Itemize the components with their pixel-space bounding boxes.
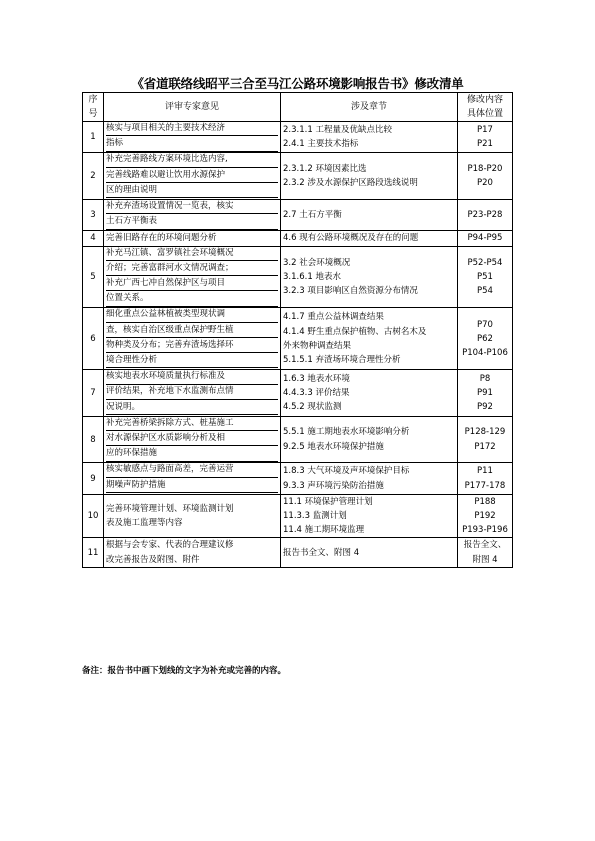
opinion-cell-line: 完善环境管理计划、环境监测计划 (106, 503, 234, 514)
section-cell-line: 外来物种调查结果 (283, 340, 352, 351)
location-cell (458, 246, 513, 308)
footnote: 备注：报告书中画下划线的文字为补充或完善的内容。 (82, 666, 287, 676)
opinion-cell-line: 位置关系。 (106, 292, 278, 306)
section-cell (281, 153, 458, 200)
section-cell-line: 2.3.1.1 工程量及优缺点比较 (283, 125, 392, 135)
section-cell-line: 2.3.1.2 环境因素比选 (283, 164, 367, 174)
location-cell-line: P188 (474, 496, 496, 507)
section-cell (281, 231, 458, 246)
opinion-cell-line: 介绍；完善富群河水文情况调查； (106, 262, 278, 276)
table-row (83, 246, 513, 308)
opinion-cell-line: 土石方平衡表 (106, 215, 278, 229)
table-row (83, 538, 513, 567)
opinion-cell (104, 416, 281, 463)
table-row (83, 308, 513, 370)
location-cell-line: 报告全文、 (463, 540, 507, 551)
location-cell-line: P18-P20 (467, 164, 503, 174)
opinion-cell (104, 246, 281, 308)
opinion-cell-line: 补充马江镇、富罗镇社会环境概况 (106, 247, 278, 261)
location-cell-line: P177-178 (464, 480, 506, 491)
location-cell-line: P172 (474, 441, 496, 452)
section-cell-line: 9.2.5 地表水环境保护措施 (283, 441, 384, 452)
row-number: 1 (83, 122, 104, 153)
opinion-cell-line: 区的理由说明 (106, 184, 278, 198)
opinion-cell-line: 核实地表水环境质量执行标准及 (106, 370, 278, 384)
opinion-cell-line: 况说明。 (106, 401, 278, 415)
row-number: 4 (83, 231, 104, 246)
section-cell-line: 4.6 现有公路环境概况及存在的问题 (283, 233, 419, 244)
row-number: 10 (83, 494, 104, 538)
opinion-cell-line: 补充广西七冲自然保护区与项目 (106, 277, 278, 291)
section-cell-line: 4.4.3.3 评价结果 (283, 387, 350, 398)
opinion-cell-line: 评价结果，补充地下水监测布点情 (106, 385, 278, 399)
section-cell-line: 2.7 土石方平衡 (283, 210, 342, 221)
opinion-cell-line: 核实敏感点与路面高差，完善运营 (106, 463, 278, 477)
section-cell-line: 1.6.3 地表水环境 (283, 373, 350, 384)
opinion-cell-line: 补充完善桥梁拆除方式、桩基施工 (106, 417, 278, 431)
section-cell-line: 2.4.1 主要技术指标 (283, 139, 359, 150)
section-cell-line: 3.2 社会环境概况 (283, 257, 351, 268)
location-cell-line: P51 (477, 271, 493, 282)
section-cell (281, 463, 458, 494)
location-cell (458, 370, 513, 417)
table-row (83, 153, 513, 200)
location-cell-line: P70 (477, 319, 493, 330)
table-row (83, 494, 513, 538)
location-cell-line: P192 (474, 511, 496, 522)
opinion-cell-line: 指标 (106, 137, 278, 151)
opinion-cell (104, 370, 281, 417)
opinion-cell-line: 物种类及分布；完善弃渣场选择环 (106, 339, 278, 353)
location-cell-line: P20 (477, 178, 493, 189)
section-cell (281, 370, 458, 417)
section-cell (281, 308, 458, 370)
opinion-cell-line: 查，核实自治区级重点保护野生植 (106, 324, 278, 338)
row-number: 9 (83, 463, 104, 494)
location-cell-line: P54 (477, 286, 493, 297)
location-cell (458, 122, 513, 153)
opinion-cell (104, 200, 281, 231)
table-row (83, 370, 513, 417)
row-number: 8 (83, 416, 104, 463)
location-cell (458, 538, 513, 567)
row-number: 6 (83, 308, 104, 370)
location-cell (458, 416, 513, 463)
header-no: 序 号 (83, 93, 104, 122)
section-cell (281, 416, 458, 463)
location-cell (458, 231, 513, 246)
location-cell-line: 附图 4 (472, 554, 498, 565)
location-cell-line: P8 (479, 373, 491, 384)
opinion-cell (104, 153, 281, 200)
location-cell-line: P62 (477, 333, 493, 344)
row-number: 3 (83, 200, 104, 231)
section-cell (281, 538, 458, 567)
table-row (83, 416, 513, 463)
opinion-cell-line: 改完善报告及附图、附件 (106, 554, 200, 565)
row-number: 2 (83, 153, 104, 200)
opinion-cell-line: 核实与项目相关的主要技术经济 (106, 122, 278, 136)
row-number: 5 (83, 246, 104, 308)
opinion-cell (104, 308, 281, 370)
header-location: 修改内容 具体位置 (458, 93, 513, 122)
opinion-cell-line: 应的环保措施 (106, 447, 278, 461)
opinion-cell-line: 补充弃渣场设置情况一览表，核实 (106, 200, 278, 214)
table-row (83, 463, 513, 494)
location-cell-line: P104-P106 (462, 347, 508, 358)
row-number: 11 (83, 538, 104, 567)
section-cell-line: 9.3.3 声环境污染防治措施 (283, 480, 384, 491)
opinion-cell-line: 补充完善路线方案环境比选内容, (106, 153, 278, 167)
table-header-row (83, 93, 513, 122)
opinion-cell (104, 231, 281, 246)
section-cell-line: 4.1.7 重点公益林调查结果 (283, 312, 384, 323)
section-cell-line: 5.5.1 施工期地表水环境影响分析 (283, 427, 410, 438)
section-cell (281, 122, 458, 153)
section-cell-line: 报告书全文、附图 4 (283, 547, 360, 558)
opinion-cell (104, 463, 281, 494)
location-cell-line: P23-P28 (467, 210, 503, 221)
header-section: 涉及章节 (281, 93, 458, 122)
section-cell-line: 3.1.6.1 地表水 (283, 271, 341, 282)
location-cell (458, 308, 513, 370)
section-cell-line: 4.5.2 现状监测 (283, 402, 342, 413)
opinion-cell-line: 境合理性分析 (106, 354, 278, 368)
location-cell (458, 200, 513, 231)
opinion-cell-line: 细化重点公益林植被类型现状调 (106, 308, 278, 322)
location-cell-line: P128-129 (464, 427, 506, 438)
section-cell (281, 200, 458, 231)
section-cell-line: 2.3.2 涉及水源保护区路段选线说明 (283, 178, 418, 189)
section-cell-line: 4.1.4 野生重点保护植物、古树名木及 (283, 326, 427, 337)
opinion-cell (104, 494, 281, 538)
section-cell-line: 3.2.3 项目影响区自然资源分布情况 (283, 286, 418, 297)
location-cell-line: P17 (477, 125, 493, 135)
header-opinion: 评审专家意见 (104, 93, 281, 122)
table-row (83, 231, 513, 246)
opinion-cell-line: 完善旧路存在的环境问题分析 (106, 233, 217, 244)
location-cell-line: P52-P54 (467, 257, 503, 268)
opinion-cell (104, 122, 281, 153)
section-cell-line: 1.8.3 大气环境及声环境保护目标 (283, 466, 410, 477)
opinion-cell-line: 完善线路难以避让饮用水源保护 (106, 169, 278, 183)
location-cell-line: P193-P196 (462, 525, 508, 536)
location-cell (458, 153, 513, 200)
section-cell-line: 5.1.5.1 弃渣场环境合理性分析 (283, 355, 401, 366)
opinion-cell-line: 根据与会专家、代表的合理建议修 (106, 540, 234, 551)
section-cell-line: 11.1 环境保护管理计划 (283, 496, 373, 507)
location-cell (458, 494, 513, 538)
location-cell-line: P94-P95 (467, 233, 503, 244)
section-cell-line: 11.3.3 监测计划 (283, 511, 347, 522)
page-title: 《省道联络线昭平三合至马江公路环境影响报告书》修改清单 (131, 76, 464, 91)
location-cell-line: P92 (477, 402, 493, 413)
opinion-cell-line: 表及施工监理等内容 (106, 518, 183, 529)
table-row (83, 122, 513, 153)
location-cell-line: P11 (477, 466, 493, 477)
opinion-cell-line: 对水源保护区水质影响分析及相 (106, 432, 278, 446)
location-cell-line: P21 (477, 139, 493, 150)
section-cell (281, 494, 458, 538)
opinion-cell-line: 期噪声防护措施 (106, 479, 278, 493)
section-cell-line: 11.4 施工期环境监理 (283, 525, 365, 536)
section-cell (281, 246, 458, 308)
table-row (83, 200, 513, 231)
revision-table (82, 92, 513, 568)
location-cell-line: P91 (477, 387, 493, 398)
location-cell (458, 463, 513, 494)
row-number: 7 (83, 370, 104, 417)
opinion-cell (104, 538, 281, 567)
